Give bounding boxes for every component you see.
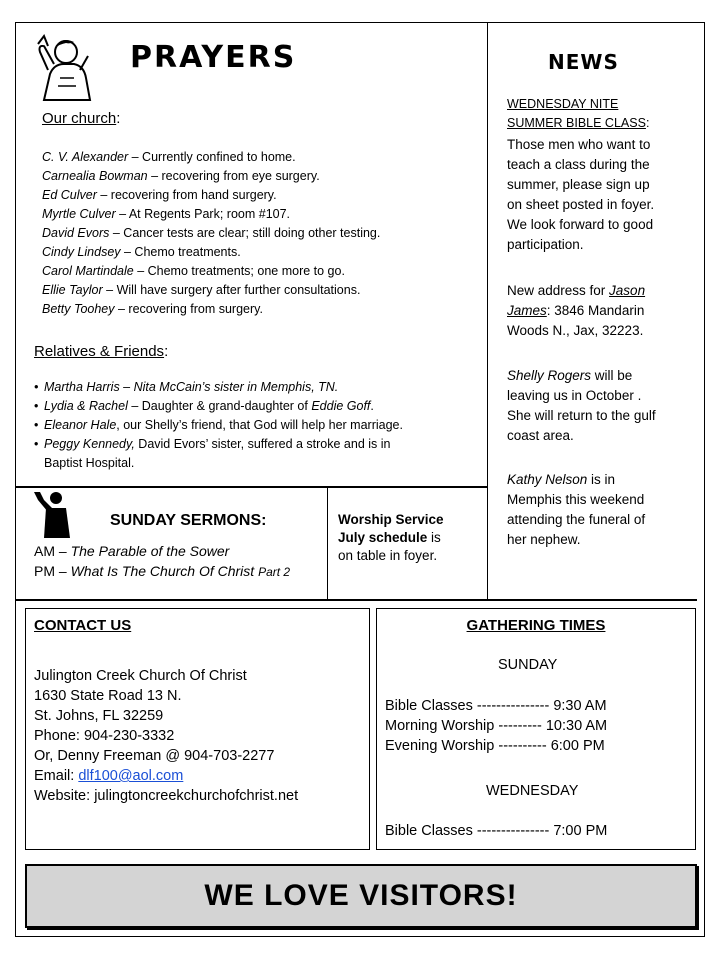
sermons-list [34, 541, 290, 582]
relatives-heading [34, 343, 168, 360]
list-item-continuation: Baptist Hospital. [44, 456, 135, 470]
prayers-bottom-divider [15, 486, 487, 488]
list-item: Carnealia Bowman – recovering from eye surgery. [42, 169, 320, 183]
list-item: • Martha Harris – Nita McCain’s sister in Memphis, TN. [34, 378, 403, 397]
schedule-item: Morning Worship --------- 10:30 AM [385, 718, 608, 734]
relatives-heading-text: Relatives & Friends [34, 343, 165, 360]
contact-details: Julington Creek Church Of Christ 1630 State Road 13 N. St. Johns, FL 32259 Phone: 904-230-3332 Or, Denny Freeman @ 904-703-2277 Email: dlf100@aol.com Website: julingtoncreekchurchofchrist.net [34, 668, 299, 804]
our-church-heading [42, 110, 120, 127]
email-link[interactable]: dlf100@aol.com [78, 768, 184, 784]
list-item: Ellie Taylor – Will have surgery after further consultations. [42, 283, 361, 297]
sunday-label: SUNDAY [498, 657, 558, 673]
list-item: • Peggy Kennedy, David Evors’ sister, suffered a stroke and is in [34, 435, 403, 454]
schedule-item: Bible Classes --------------- 9:30 AM [385, 698, 607, 714]
our-church-heading-text: Our church [42, 110, 117, 127]
list-item: Betty Toohey – recovering from surgery. [42, 302, 263, 316]
kathy-news-text: Kathy Nelson is in Memphis this weekend attending the funeral of her nephew. [507, 472, 646, 547]
preacher-silhouette-icon [30, 490, 76, 538]
list-item: • Eleanor Hale, our Shelly’s friend, that God will help her marriage. [34, 416, 403, 435]
list-item: Myrtle Culver – At Regents Park; room #107. [42, 207, 291, 221]
column-divider [487, 22, 488, 599]
list-item: Ed Culver – recovering from hand surgery. [42, 188, 277, 202]
relatives-list [34, 378, 403, 473]
visitors-banner-text: WE LOVE VISITORS! [204, 879, 518, 912]
praying-person-icon [30, 30, 100, 102]
bible-class-heading: WEDNESDAY NITE SUMMER BIBLE CLASS: [507, 97, 650, 130]
new-address-text: New address for Jason James: 3846 Mandarin Woods N., Jax, 32223. [507, 283, 646, 338]
list-item: C. V. Alexander – Currently confined to home. [42, 150, 296, 164]
list-item: Cindy Lindsey – Chemo treatments. [42, 245, 241, 259]
prayers-title: PRAYERS [130, 40, 297, 75]
sunday-schedule [385, 696, 607, 756]
wednesday-schedule [385, 821, 607, 841]
church-prayer-list [42, 148, 380, 319]
list-item: Carol Martindale – Chemo treatments; one more to go. [42, 264, 345, 278]
wednesday-label: WEDNESDAY [486, 783, 579, 799]
worship-schedule-note: Worship Service July schedule is on table in foyer. [338, 512, 444, 563]
schedule-item: Evening Worship ---------- 6:00 PM [385, 738, 605, 754]
contact-heading: CONTACT US [34, 617, 132, 634]
list-item: • Lydia & Rachel – Daughter & grand-daughter of Eddie Goff. [34, 397, 403, 416]
news-title: NEWS [548, 50, 619, 74]
gathering-heading: GATHERING TIMES [466, 617, 606, 634]
sermon-pm: PM – What Is The Church Of Christ Part 2 [34, 563, 291, 579]
shelly-news-text: Shelly Rogers will be leaving us in October . She will return to the gulf coast area. [507, 368, 656, 443]
mid-page-divider [15, 599, 697, 601]
sermons-title: SUNDAY SERMONS: [110, 512, 267, 529]
sermon-am: AM – The Parable of the Sower [34, 543, 230, 559]
our-church-colon: : [116, 110, 121, 127]
visitors-banner [25, 864, 697, 928]
bible-class-text: Those men who want to teach a class during the summer, please sign up on sheet posted in foyer. We look forward to good participation. [507, 137, 655, 252]
list-item: David Evors – Cancer tests are clear; still doing other testing. [42, 226, 381, 240]
sermons-divider [327, 487, 328, 599]
website-text: julingtoncreekchurchofchrist.net [94, 788, 299, 804]
relatives-colon: : [164, 343, 169, 360]
schedule-item: Bible Classes --------------- 7:00 PM [385, 823, 608, 839]
